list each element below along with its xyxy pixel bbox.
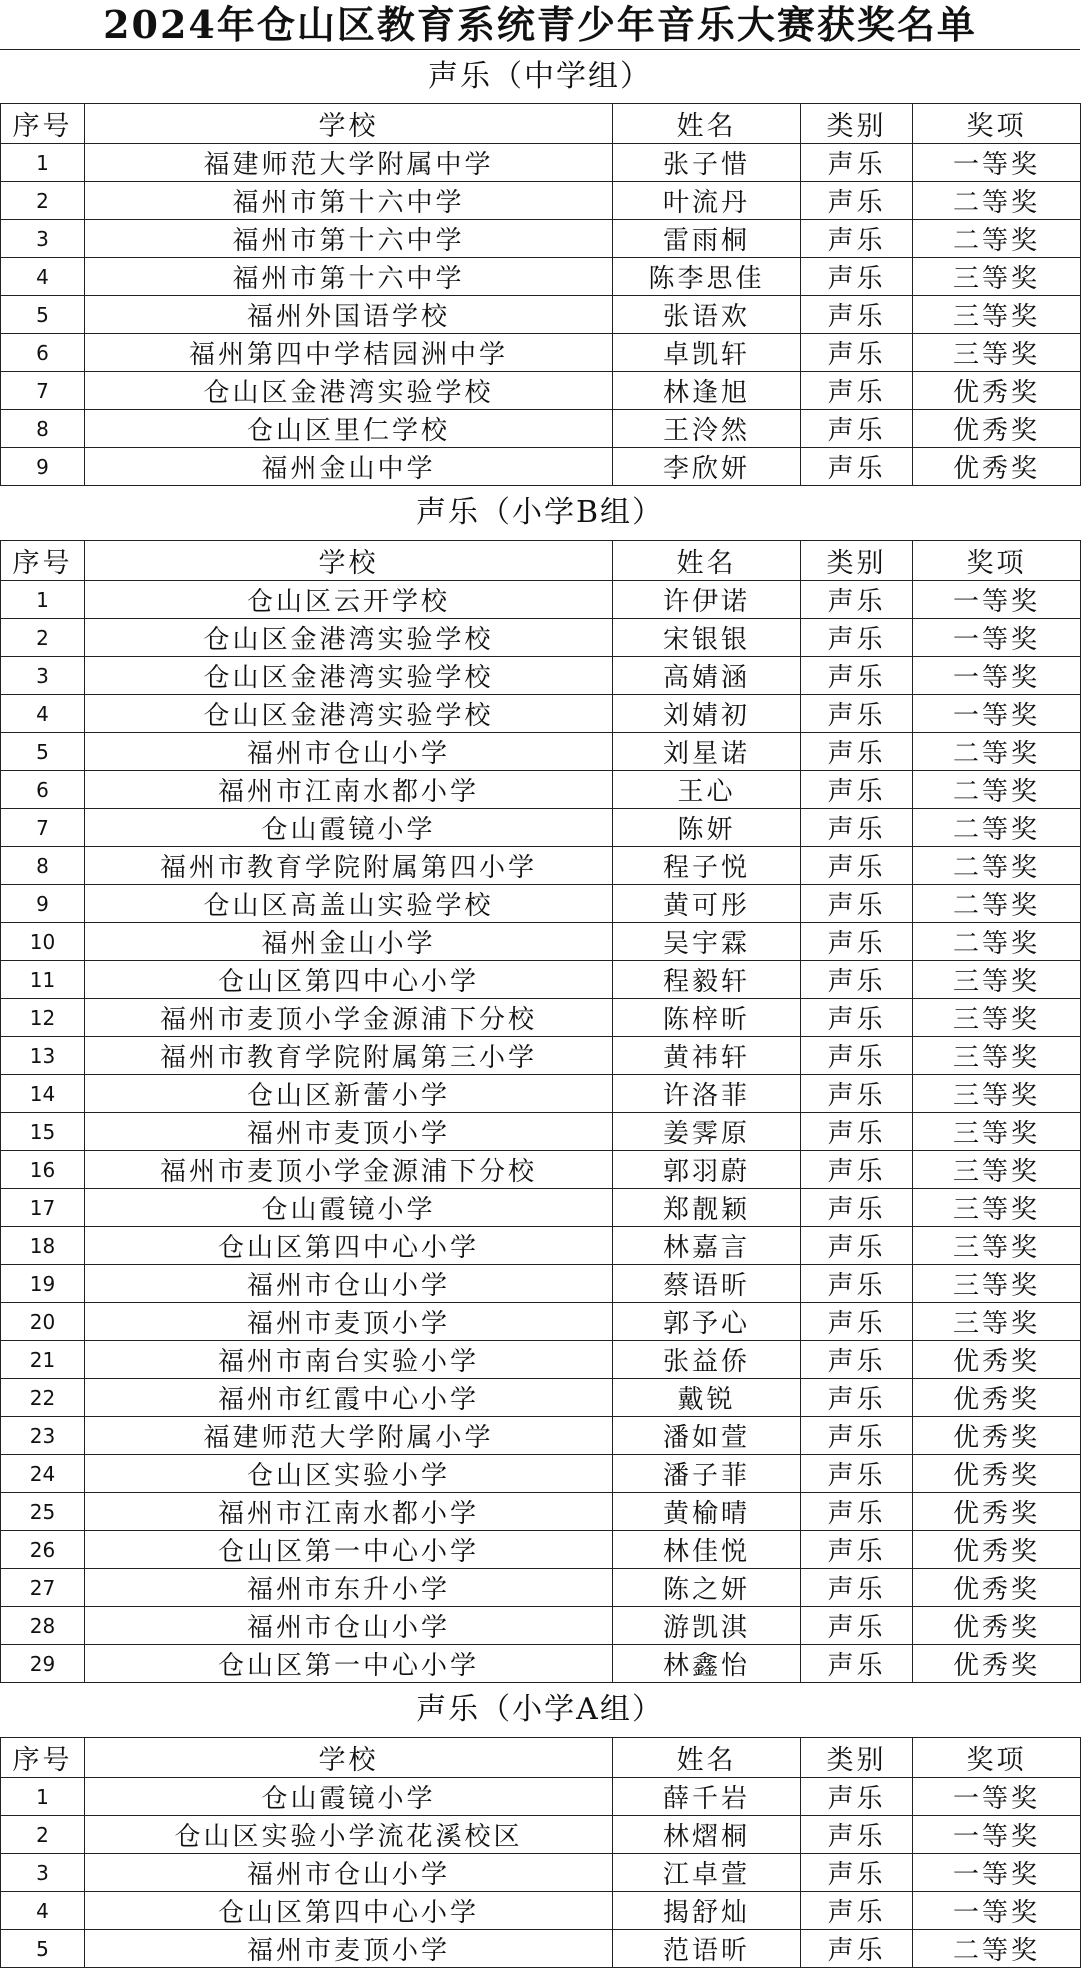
cell-category: 声乐	[801, 334, 913, 372]
cell-school: 福州市麦顶小学	[85, 1303, 613, 1341]
cell-name: 潘子菲	[613, 1455, 801, 1493]
cell-category: 声乐	[801, 581, 913, 619]
cell-school: 仓山区第四中心小学	[85, 1227, 613, 1265]
cell-seq-number: 3	[1, 220, 85, 258]
table-row	[1, 581, 1081, 619]
cell-award: 一等奖	[913, 657, 1081, 695]
cell-school: 福州市江南水都小学	[85, 771, 613, 809]
table-row	[1, 657, 1081, 695]
cell-school: 福州市麦顶小学	[85, 1113, 613, 1151]
cell-seq-number: 4	[1, 258, 85, 296]
cell-category: 声乐	[801, 885, 913, 923]
cell-school: 仓山霞镜小学	[85, 1778, 613, 1816]
cell-category: 声乐	[801, 1816, 913, 1854]
cell-award: 优秀奖	[913, 1379, 1081, 1417]
cell-school: 福州市教育学院附属第四小学	[85, 847, 613, 885]
cell-seq-number: 3	[1, 1854, 85, 1892]
column-header-school: 学校	[85, 541, 613, 581]
cell-name: 林熠桐	[613, 1816, 801, 1854]
cell-category: 声乐	[801, 1455, 913, 1493]
cell-seq-number: 3	[1, 657, 85, 695]
cell-category: 声乐	[801, 1531, 913, 1569]
table-row	[1, 220, 1081, 258]
cell-award: 三等奖	[913, 961, 1081, 999]
cell-category: 声乐	[801, 847, 913, 885]
cell-award: 优秀奖	[913, 1455, 1081, 1493]
cell-school: 仓山区新蕾小学	[85, 1075, 613, 1113]
cell-award: 二等奖	[913, 923, 1081, 961]
table-row	[1, 1227, 1081, 1265]
table-row	[1, 1151, 1081, 1189]
table-row	[1, 1113, 1081, 1151]
cell-category: 声乐	[801, 410, 913, 448]
cell-seq-number: 10	[1, 923, 85, 961]
table-row	[1, 771, 1081, 809]
cell-award: 二等奖	[913, 885, 1081, 923]
cell-name: 郭羽蔚	[613, 1151, 801, 1189]
table-row	[1, 144, 1081, 182]
cell-award: 三等奖	[913, 1113, 1081, 1151]
cell-school: 福州市麦顶小学金源浦下分校	[85, 1151, 613, 1189]
cell-category: 声乐	[801, 372, 913, 410]
cell-seq-number: 15	[1, 1113, 85, 1151]
cell-category: 声乐	[801, 1930, 913, 1968]
table-row	[1, 448, 1081, 486]
table-row	[1, 1930, 1081, 1968]
cell-name: 游凯淇	[613, 1607, 801, 1645]
cell-seq-number: 17	[1, 1189, 85, 1227]
table-row	[1, 410, 1081, 448]
cell-name: 刘婧初	[613, 695, 801, 733]
cell-category: 声乐	[801, 619, 913, 657]
table-row	[1, 619, 1081, 657]
cell-category: 声乐	[801, 1341, 913, 1379]
cell-name: 黄祎轩	[613, 1037, 801, 1075]
cell-seq-number: 14	[1, 1075, 85, 1113]
cell-seq-number: 18	[1, 1227, 85, 1265]
table-row	[1, 1531, 1081, 1569]
cell-name: 王心	[613, 771, 801, 809]
cell-name: 卓凯轩	[613, 334, 801, 372]
cell-category: 声乐	[801, 1854, 913, 1892]
column-header-category: 类别	[801, 541, 913, 581]
cell-award: 一等奖	[913, 144, 1081, 182]
cell-award: 优秀奖	[913, 372, 1081, 410]
cell-name: 揭舒灿	[613, 1892, 801, 1930]
section-title: 声乐（中学组）	[428, 59, 652, 94]
cell-school: 仓山区第一中心小学	[85, 1531, 613, 1569]
cell-name: 江卓萱	[613, 1854, 801, 1892]
cell-school: 福州市仓山小学	[85, 1607, 613, 1645]
cell-seq-number: 6	[1, 334, 85, 372]
cell-seq-number: 9	[1, 885, 85, 923]
cell-award: 二等奖	[913, 182, 1081, 220]
cell-name: 张益侨	[613, 1341, 801, 1379]
cell-award: 一等奖	[913, 619, 1081, 657]
cell-school: 仓山区第一中心小学	[85, 1645, 613, 1683]
cell-name: 郭予心	[613, 1303, 801, 1341]
cell-school: 福州市第十六中学	[85, 258, 613, 296]
cell-name: 范语昕	[613, 1930, 801, 1968]
document-title: 2024年仓山区教育系统青少年音乐大赛获奖名单	[0, 0, 1080, 50]
cell-school: 福州市仓山小学	[85, 1265, 613, 1303]
cell-seq-number: 5	[1, 296, 85, 334]
cell-award: 优秀奖	[913, 1607, 1081, 1645]
award-table	[0, 1737, 1081, 1968]
cell-award: 优秀奖	[913, 410, 1081, 448]
cell-category: 声乐	[801, 448, 913, 486]
column-header-seq-number: 序号	[1, 104, 85, 144]
cell-award: 一等奖	[913, 1892, 1081, 1930]
cell-award: 三等奖	[913, 1189, 1081, 1227]
cell-school: 仓山区云开学校	[85, 581, 613, 619]
cell-category: 声乐	[801, 695, 913, 733]
cell-category: 声乐	[801, 1569, 913, 1607]
cell-award: 三等奖	[913, 258, 1081, 296]
cell-name: 黄可彤	[613, 885, 801, 923]
cell-seq-number: 5	[1, 1930, 85, 1968]
cell-name: 陈梓昕	[613, 999, 801, 1037]
cell-school: 仓山区高盖山实验学校	[85, 885, 613, 923]
cell-school: 福州金山小学	[85, 923, 613, 961]
table-row	[1, 1417, 1081, 1455]
cell-award: 优秀奖	[913, 448, 1081, 486]
cell-school: 福州市麦顶小学金源浦下分校	[85, 999, 613, 1037]
cell-seq-number: 1	[1, 581, 85, 619]
cell-seq-number: 20	[1, 1303, 85, 1341]
cell-category: 声乐	[801, 1892, 913, 1930]
cell-school: 仓山区第四中心小学	[85, 961, 613, 999]
cell-school: 福州市教育学院附属第三小学	[85, 1037, 613, 1075]
table-row	[1, 923, 1081, 961]
cell-category: 声乐	[801, 220, 913, 258]
cell-seq-number: 29	[1, 1645, 85, 1683]
cell-category: 声乐	[801, 1227, 913, 1265]
cell-school: 仓山区实验小学	[85, 1455, 613, 1493]
cell-seq-number: 11	[1, 961, 85, 999]
table-row	[1, 1265, 1081, 1303]
cell-seq-number: 2	[1, 182, 85, 220]
cell-name: 戴锐	[613, 1379, 801, 1417]
section-title: 声乐（小学B组）	[415, 495, 665, 530]
cell-award: 三等奖	[913, 296, 1081, 334]
cell-category: 声乐	[801, 296, 913, 334]
table-row	[1, 334, 1081, 372]
table-row	[1, 961, 1081, 999]
table-header-row	[1, 541, 1081, 581]
cell-name: 陈妍	[613, 809, 801, 847]
cell-school: 福建师范大学附属小学	[85, 1417, 613, 1455]
table-row	[1, 1189, 1081, 1227]
table-row	[1, 885, 1081, 923]
table-row	[1, 1341, 1081, 1379]
table-row	[1, 372, 1081, 410]
cell-school: 仓山霞镜小学	[85, 809, 613, 847]
cell-award: 三等奖	[913, 999, 1081, 1037]
cell-award: 优秀奖	[913, 1493, 1081, 1531]
cell-school: 福州市红霞中心小学	[85, 1379, 613, 1417]
cell-seq-number: 26	[1, 1531, 85, 1569]
cell-category: 声乐	[801, 258, 913, 296]
cell-school: 福州市第十六中学	[85, 220, 613, 258]
table-row	[1, 1607, 1081, 1645]
cell-seq-number: 27	[1, 1569, 85, 1607]
cell-school: 仓山区金港湾实验学校	[85, 619, 613, 657]
column-header-seq-number: 序号	[1, 541, 85, 581]
table-row	[1, 258, 1081, 296]
cell-award: 二等奖	[913, 847, 1081, 885]
table-row	[1, 296, 1081, 334]
cell-category: 声乐	[801, 1493, 913, 1531]
cell-seq-number: 23	[1, 1417, 85, 1455]
cell-school: 福州市江南水都小学	[85, 1493, 613, 1531]
cell-name: 叶流丹	[613, 182, 801, 220]
cell-seq-number: 9	[1, 448, 85, 486]
award-table	[0, 540, 1081, 1683]
cell-seq-number: 8	[1, 847, 85, 885]
cell-school: 福州金山中学	[85, 448, 613, 486]
cell-name: 吴宇霖	[613, 923, 801, 961]
cell-category: 声乐	[801, 1379, 913, 1417]
table-row	[1, 1854, 1081, 1892]
cell-award: 一等奖	[913, 1816, 1081, 1854]
cell-seq-number: 13	[1, 1037, 85, 1075]
table-row	[1, 1075, 1081, 1113]
cell-seq-number: 7	[1, 372, 85, 410]
cell-name: 薛千岩	[613, 1778, 801, 1816]
cell-category: 声乐	[801, 1417, 913, 1455]
cell-school: 福州外国语学校	[85, 296, 613, 334]
table-row	[1, 1816, 1081, 1854]
cell-award: 优秀奖	[913, 1569, 1081, 1607]
cell-award: 三等奖	[913, 1227, 1081, 1265]
cell-name: 张子惜	[613, 144, 801, 182]
table-row	[1, 733, 1081, 771]
cell-school: 福州市仓山小学	[85, 1854, 613, 1892]
cell-name: 姜霁原	[613, 1113, 801, 1151]
cell-seq-number: 2	[1, 619, 85, 657]
table-row	[1, 1379, 1081, 1417]
cell-category: 声乐	[801, 182, 913, 220]
cell-school: 福州市麦顶小学	[85, 1930, 613, 1968]
cell-award: 一等奖	[913, 695, 1081, 733]
table-row	[1, 1892, 1081, 1930]
cell-name: 陈李思佳	[613, 258, 801, 296]
column-header-category: 类别	[801, 104, 913, 144]
cell-category: 声乐	[801, 1607, 913, 1645]
cell-category: 声乐	[801, 809, 913, 847]
column-header-school: 学校	[85, 1738, 613, 1778]
cell-name: 王泠然	[613, 410, 801, 448]
cell-name: 黄榆晴	[613, 1493, 801, 1531]
cell-award: 三等奖	[913, 1151, 1081, 1189]
table-row	[1, 809, 1081, 847]
cell-award: 三等奖	[913, 1037, 1081, 1075]
cell-seq-number: 25	[1, 1493, 85, 1531]
cell-award: 优秀奖	[913, 1645, 1081, 1683]
table-row	[1, 1493, 1081, 1531]
table-row	[1, 1455, 1081, 1493]
cell-name: 程毅轩	[613, 961, 801, 999]
cell-seq-number: 7	[1, 809, 85, 847]
cell-award: 三等奖	[913, 1075, 1081, 1113]
cell-name: 刘星诺	[613, 733, 801, 771]
cell-school: 福州市仓山小学	[85, 733, 613, 771]
cell-name: 许伊诺	[613, 581, 801, 619]
cell-seq-number: 1	[1, 1778, 85, 1816]
cell-school: 仓山区金港湾实验学校	[85, 372, 613, 410]
cell-category: 声乐	[801, 961, 913, 999]
cell-award: 二等奖	[913, 809, 1081, 847]
cell-award: 三等奖	[913, 1265, 1081, 1303]
cell-award: 一等奖	[913, 581, 1081, 619]
cell-school: 仓山区第四中心小学	[85, 1892, 613, 1930]
table-row	[1, 1778, 1081, 1816]
cell-award: 三等奖	[913, 1303, 1081, 1341]
cell-seq-number: 22	[1, 1379, 85, 1417]
cell-category: 声乐	[801, 1778, 913, 1816]
cell-award: 一等奖	[913, 1854, 1081, 1892]
cell-seq-number: 12	[1, 999, 85, 1037]
cell-name: 郑靓颖	[613, 1189, 801, 1227]
table-row	[1, 182, 1081, 220]
cell-name: 高婧涵	[613, 657, 801, 695]
cell-name: 林鑫怡	[613, 1645, 801, 1683]
section-title: 声乐（小学A组）	[416, 1692, 664, 1727]
cell-name: 李欣妍	[613, 448, 801, 486]
table-header-row	[1, 1738, 1081, 1778]
cell-award: 二等奖	[913, 733, 1081, 771]
cell-school: 福州市东升小学	[85, 1569, 613, 1607]
column-header-seq-number: 序号	[1, 1738, 85, 1778]
cell-category: 声乐	[801, 1265, 913, 1303]
table-row	[1, 1037, 1081, 1075]
cell-seq-number: 16	[1, 1151, 85, 1189]
cell-award: 一等奖	[913, 1778, 1081, 1816]
column-header-award: 奖项	[913, 541, 1081, 581]
cell-school: 仓山霞镜小学	[85, 1189, 613, 1227]
cell-school: 福建师范大学附属中学	[85, 144, 613, 182]
column-header-name: 姓名	[613, 1738, 801, 1778]
cell-name: 张语欢	[613, 296, 801, 334]
cell-category: 声乐	[801, 923, 913, 961]
cell-name: 宋银银	[613, 619, 801, 657]
cell-seq-number: 1	[1, 144, 85, 182]
cell-school: 福州市南台实验小学	[85, 1341, 613, 1379]
column-header-name: 姓名	[613, 104, 801, 144]
cell-seq-number: 21	[1, 1341, 85, 1379]
cell-name: 林逢旭	[613, 372, 801, 410]
cell-name: 许洛菲	[613, 1075, 801, 1113]
cell-award: 二等奖	[913, 1930, 1081, 1968]
column-header-school: 学校	[85, 104, 613, 144]
cell-school: 仓山区实验小学流花溪校区	[85, 1816, 613, 1854]
cell-seq-number: 6	[1, 771, 85, 809]
cell-category: 声乐	[801, 1189, 913, 1227]
cell-name: 林嘉言	[613, 1227, 801, 1265]
cell-category: 声乐	[801, 771, 913, 809]
table-row	[1, 847, 1081, 885]
cell-seq-number: 4	[1, 1892, 85, 1930]
cell-school: 福州市第十六中学	[85, 182, 613, 220]
table-header-row	[1, 104, 1081, 144]
cell-category: 声乐	[801, 1303, 913, 1341]
cell-seq-number: 19	[1, 1265, 85, 1303]
cell-seq-number: 28	[1, 1607, 85, 1645]
sections-container	[0, 50, 1080, 1968]
table-row	[1, 1569, 1081, 1607]
cell-award: 二等奖	[913, 771, 1081, 809]
award-table	[0, 103, 1081, 486]
cell-category: 声乐	[801, 1075, 913, 1113]
cell-category: 声乐	[801, 1151, 913, 1189]
cell-seq-number: 2	[1, 1816, 85, 1854]
cell-category: 声乐	[801, 1113, 913, 1151]
column-header-award: 奖项	[913, 1738, 1081, 1778]
cell-name: 潘如萱	[613, 1417, 801, 1455]
cell-award: 优秀奖	[913, 1531, 1081, 1569]
cell-seq-number: 4	[1, 695, 85, 733]
cell-category: 声乐	[801, 999, 913, 1037]
table-row	[1, 999, 1081, 1037]
column-header-award: 奖项	[913, 104, 1081, 144]
cell-name: 雷雨桐	[613, 220, 801, 258]
cell-award: 三等奖	[913, 334, 1081, 372]
cell-school: 仓山区里仁学校	[85, 410, 613, 448]
cell-name: 程子悦	[613, 847, 801, 885]
column-header-category: 类别	[801, 1738, 913, 1778]
table-row	[1, 1645, 1081, 1683]
cell-school: 仓山区金港湾实验学校	[85, 657, 613, 695]
cell-category: 声乐	[801, 733, 913, 771]
cell-category: 声乐	[801, 1037, 913, 1075]
table-row	[1, 695, 1081, 733]
cell-school: 福州第四中学桔园洲中学	[85, 334, 613, 372]
table-row	[1, 1303, 1081, 1341]
cell-seq-number: 24	[1, 1455, 85, 1493]
cell-category: 声乐	[801, 657, 913, 695]
cell-name: 蔡语昕	[613, 1265, 801, 1303]
cell-school: 仓山区金港湾实验学校	[85, 695, 613, 733]
cell-seq-number: 8	[1, 410, 85, 448]
cell-name: 林佳悦	[613, 1531, 801, 1569]
cell-award: 二等奖	[913, 220, 1081, 258]
cell-category: 声乐	[801, 1645, 913, 1683]
cell-seq-number: 5	[1, 733, 85, 771]
cell-award: 优秀奖	[913, 1341, 1081, 1379]
cell-name: 陈之妍	[613, 1569, 801, 1607]
cell-category: 声乐	[801, 144, 913, 182]
column-header-name: 姓名	[613, 541, 801, 581]
cell-award: 优秀奖	[913, 1417, 1081, 1455]
